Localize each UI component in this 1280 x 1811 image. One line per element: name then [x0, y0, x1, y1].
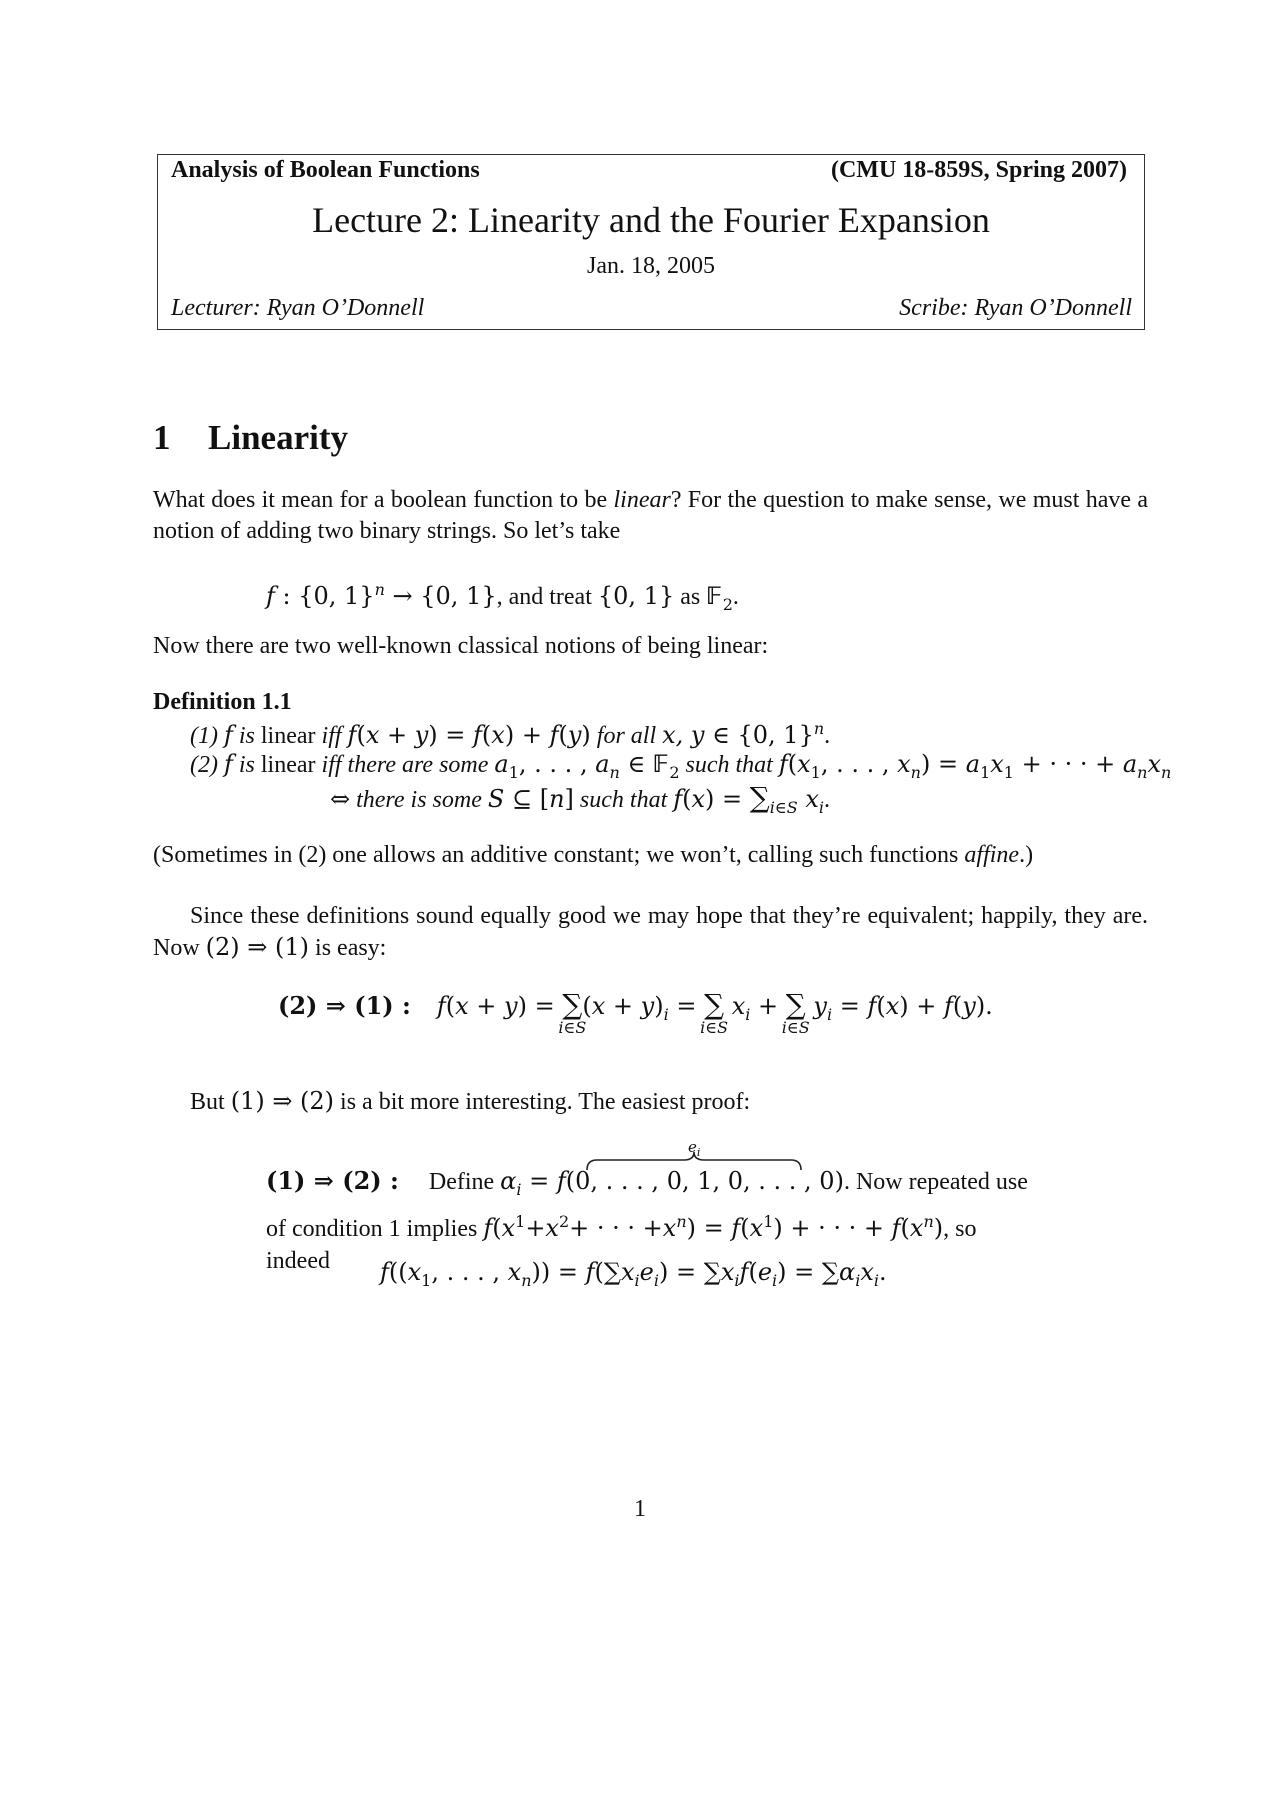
def1-iff: iff: [315, 723, 348, 749]
def2b-such-that: such that: [573, 787, 674, 813]
intro-emph-linear: linear: [613, 487, 671, 513]
def1-forall: for all: [590, 723, 663, 749]
final-equation: $f((x_1$, . . . , $x_n)) = f(\sum x_ie_i) = \sum x_if(e_i) = \sum\alpha_ix_i$.: [380, 1258, 887, 1290]
def2-linear: linear: [260, 752, 316, 778]
definition-item-2-equivalent: ⇔ there is some S ⊆ [n] such that $f(x) = \sum_{i\in S}$ $x_i$.: [330, 781, 830, 817]
section-number: 1: [153, 418, 171, 457]
def1-prefix: (1): [190, 723, 224, 749]
intro-paragraph: [153, 485, 1148, 547]
course-number: (CMU 18-859S, Spring 2007): [830, 157, 1127, 183]
affine-text-1: (Sometimes in (2) one allows an additive constant; we won’t, calling such functions: [153, 842, 965, 868]
scribe: Scribe: Ryan O’Donnell: [899, 295, 1132, 321]
def2-there-are: there are some: [347, 752, 495, 778]
but-text-2: is a bit more interesting. The easiest proof:: [334, 1089, 751, 1115]
notions-line: Now there are two well-known classical notions of being linear:: [153, 633, 769, 659]
def1-linear: linear: [260, 723, 316, 749]
proof-define: Define: [428, 1169, 495, 1195]
section-heading: [153, 418, 348, 458]
mapping-text-treat: , and treat: [496, 584, 598, 610]
but-line: But (1) ⇒ (2) is a bit more interesting. The easiest proof:: [190, 1087, 751, 1115]
eq21-label: (2) ⇒ (1) :: [278, 991, 411, 1020]
equation-2-implies-1: (2) ⇒ (1) : f(x + y) = ∑ i∈S $(x + y)_i$ = ∑ i∈S $x_i$ + ∑ i∈S $y_i = f(x) + f(y)$.: [278, 988, 993, 1037]
def1-is: is: [232, 723, 261, 749]
brace-label-sub: i: [696, 1146, 701, 1159]
page-number: 1: [634, 1496, 646, 1522]
lecture-title: Lecture 2: Linearity and the Fourier Expansion: [312, 200, 990, 240]
def2b-there-is: there is some: [350, 787, 488, 813]
equiv-text-1: Since these definitions sound equally good we may hope that they’re equivalent; happily, they are. Now: [153, 903, 1148, 961]
lecture-date: Jan. 18, 2005: [587, 253, 715, 279]
proof-text-repeated: . Now repeated use of condition 1 implies: [266, 1169, 1028, 1242]
def2-is: is: [232, 752, 261, 778]
definition-item-1: (1) f is linear iff f(x + y) = f(x) + f(y) for all x, y ∈ {0, 1}$^n$.: [190, 719, 831, 749]
header-box: [157, 154, 1145, 330]
brace-label-e: e: [688, 1138, 697, 1156]
intro-text-1: What does it mean for a boolean function to be: [153, 487, 614, 513]
def2-such-that: such that: [679, 752, 779, 778]
affine-text-2: .): [1019, 842, 1034, 868]
proof-text-indeed: , so indeed: [266, 1215, 977, 1274]
equiv-text-2: is easy:: [309, 935, 387, 961]
affine-emph: affine: [964, 842, 1020, 868]
def2-iff: iff: [315, 752, 348, 778]
section-title: Linearity: [208, 418, 348, 457]
math-f2: 𝔽: [706, 582, 723, 610]
function-mapping: f : {0, 1}$^n$ → {0, 1}, and treat {0, 1} as 𝔽$_2$.: [266, 580, 739, 614]
mapping-text-as: as: [674, 584, 707, 610]
equivalence-paragraph: Since these definitions sound equally good we may hope that they’re equivalent; happily, they are. Now (2) ⇒ (1) is easy:: [153, 903, 1148, 961]
course-title: Analysis of Boolean Functions: [171, 157, 480, 183]
def2-prefix: (2): [190, 752, 224, 778]
but-text-1: But: [190, 1089, 231, 1115]
proof-block: (1) ⇒ (2) : Define $\alpha_i = f(0$, . . . , 0, 1, 0, . . . , 0). Now repeated use of condition 1 implies $f(x^1+x^2+$ · · · $+x^n) = f(x^1)$ + · · · + $f(x^n)$, so indeed: [266, 1166, 1028, 1274]
affine-remark: [153, 840, 1033, 871]
definition-heading: Definition 1.1: [153, 689, 292, 715]
lecturer: Lecturer: Ryan O’Donnell: [171, 295, 425, 321]
math-mapping: f: [266, 582, 275, 610]
proof-label: (1) ⇒ (2) :: [266, 1166, 399, 1195]
definition-item-2: (2) f is linear iff there are some $a_1$, . . . , $a_n$ ∈ 𝔽$_2$ such that $f(x_1$, . . . , $x_n) = a_1x_1$ + · · · + $a_nx_n$: [190, 750, 1172, 782]
intro-text-2: ? For the question to make sense, we must have a notion of adding two binary strings. So let’s take: [153, 487, 1148, 544]
